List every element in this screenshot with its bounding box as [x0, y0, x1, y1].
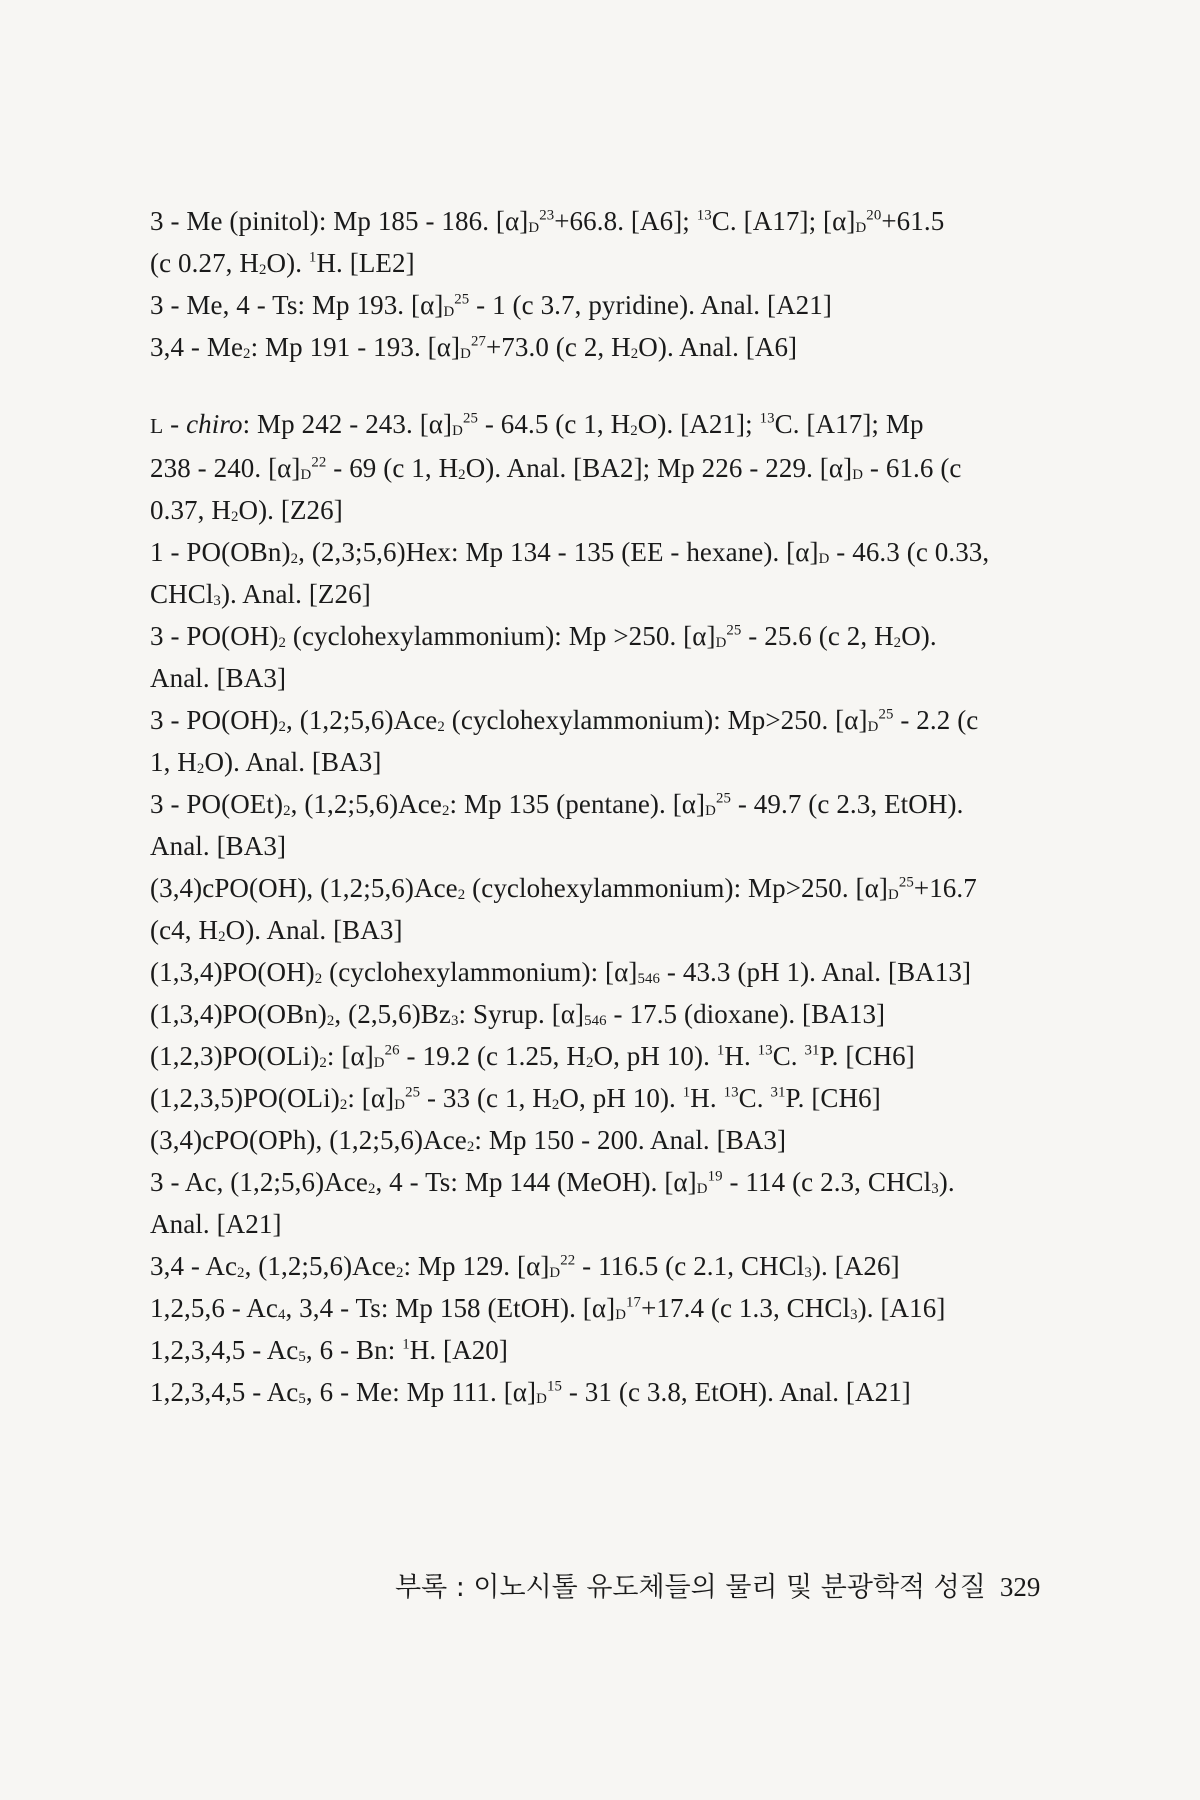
entry-line: $(1,3,4)PO(OH)_2$ (cyclohexylammonium): $[\alpha]_{546} - 43.3$ (pH 1). Anal. [BA13] [150, 957, 972, 988]
entry-line: $(1,2,3)PO(OLi)_2$: $[\alpha]_D^{26} - 19.2$ (c 1.25, $H_2O$, pH 10). $^1$H. $^{13}$C. $^{31}$P. [CH6] [150, 1041, 915, 1072]
page-footer [395, 1565, 1040, 1604]
entry-line: $1 - PO(OBn)_2$, (2,3;5,6)Hex: Mp 134 - 135 (EE - hexane). $[\alpha]_D - 46.3$ (c 0.33, [150, 537, 990, 568]
entry-line: 3 - Me, 4 - Ts: Mp 193. $[\alpha]_D^{25} - 1$ (c 3.7, pyridine). Anal. [A21] [150, 290, 832, 321]
entry-list [150, 200, 1050, 1413]
entry-line: (c4, $H_2O$). Anal. [BA3] [150, 915, 403, 946]
entry-line: CHCl$_3$). Anal. [Z26] [150, 579, 371, 610]
entry-line: $(1,3,4)PO(OBn)_2$, $(2,5,6)Bz_3$: Syrup. $[\alpha]_{546} - 17.5$ (dioxane). [BA13] [150, 999, 886, 1030]
entry-line: Anal. [A21] [150, 1209, 282, 1239]
entry-line: 0.37, $H_2O$). [Z26] [150, 495, 343, 526]
entry-line: $1,2,3,4,5 - Ac_5$, 6 - Me: Mp 111. $[\alpha]_D^{15} - 31$ (c 3.8, EtOH). Anal. [A21] [150, 1377, 911, 1408]
entry-line: 1, $H_2O$). Anal. [BA3] [150, 747, 382, 778]
running-head: 부록 : 이노시톨 유도체들의 물리 및 분광학적 성질 [395, 1572, 986, 1603]
paragraph-gap [150, 368, 1050, 403]
entry-line: $3,4 - Me_2$: Mp 191 - 193. $[\alpha]_D^{27}+73.0$ (c 2, $H_2O$). Anal. [A6] [150, 332, 798, 363]
entry-line: $3 - PO(OEt)_2$, (1,2;5,6)Ace$_2$: Mp 135 (pentane). $[\alpha]_D^{25} - 49.7$ (c 2.3, EtOH). [150, 789, 964, 820]
page-number: 329 [999, 1572, 1041, 1602]
entry-line: Anal. [BA3] [150, 663, 287, 693]
entry-line: (3,4)cPO(OPh), (1,2;5,6)Ace$_2$: Mp 150 - 200. Anal. [BA3] [150, 1125, 787, 1156]
entry-line: L - chiro: Mp 242 - 243. $[\alpha]_D^{25} - 64.5$ (c 1, $H_2O$). [A21]; $^{13}$C. [A17]; Mp [150, 409, 924, 440]
entry-line: $1,2,5,6 - Ac_4$, 3,4 - Ts: Mp 158 (EtOH). $[\alpha]_D^{17}+17.4$ (c 1.3, CHCl$_3$). [A16] [150, 1293, 946, 1324]
entry-line: 238 - 240. $[\alpha]_D^{22} - 69$ (c 1, $H_2O$). Anal. [BA2]; Mp 226 - 229. $[\alpha]_D - 61.6$ (c [150, 453, 962, 484]
entry-line: $3 - PO(OH)_2$, (1,2;5,6)Ace$_2$ (cyclohexylammonium): Mp>250. $[\alpha]_D^{25} - 2.2$ (c [150, 705, 979, 736]
entry-line: (c 0.27, $H_2O$). $^1$H. [LE2] [150, 248, 415, 279]
entry-line: 3 - Me (pinitol): Mp 185 - 186. $[\alpha]_D^{23}+66.8$. [A6]; $^{13}$C. [A17]; $[\alpha]_D^{20}+61.5$ [150, 206, 945, 237]
entry-line: $1,2,3,4,5 - Ac_5$, 6 - Bn: $^1$H. [A20] [150, 1335, 508, 1366]
entry-line: 3 - Ac, (1,2;5,6)Ace$_2$, 4 - Ts: Mp 144 (MeOH). $[\alpha]_D^{19} - 114$ (c 2.3, CHCl$_3$). [150, 1167, 955, 1198]
entry-line: (3,4)cPO(OH), (1,2;5,6)Ace$_2$ (cyclohexylammonium): Mp>250. $[\alpha]_D^{25}+16.7$ [150, 873, 977, 904]
entry-line: $3 - PO(OH)_2$ (cyclohexylammonium): Mp >250. $[\alpha]_D^{25} - 25.6$ (c 2, $H_2O$). [150, 621, 937, 652]
entry-line: Anal. [BA3] [150, 831, 287, 861]
entry-line: $(1,2,3,5)PO(OLi)_2$: $[\alpha]_D^{25} - 33$ (c 1, $H_2O$, pH 10). $^1$H. $^{13}$C. $^{31}$P. [CH6] [150, 1083, 881, 1114]
entry-line: $3,4 - Ac_2$, (1,2;5,6)Ace$_2$: Mp 129. $[\alpha]_D^{22} - 116.5$ (c 2.1, CHCl$_3$). [A26] [150, 1251, 900, 1282]
